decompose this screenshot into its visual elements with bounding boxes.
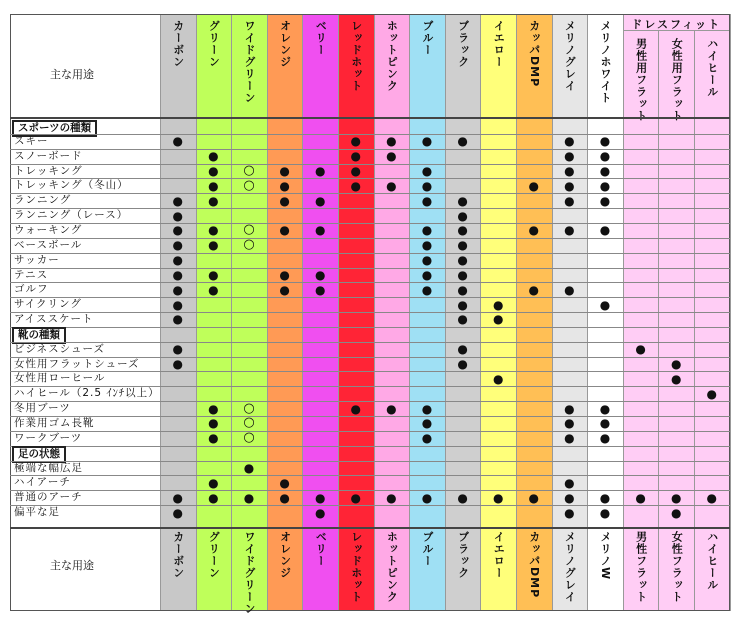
row-label: 普通のアーチ	[14, 491, 83, 504]
filled-circle-mark: ●	[208, 178, 219, 193]
filled-circle-mark: ●	[457, 342, 468, 357]
filled-circle-mark: ●	[421, 193, 433, 208]
filled-circle-mark: ●	[208, 267, 219, 282]
column-footer-orange: オレンジ	[278, 531, 292, 579]
filled-circle-mark: ●	[208, 223, 219, 238]
filled-circle-mark: ●	[208, 401, 219, 416]
filled-circle-mark: ●	[421, 223, 433, 238]
filled-circle-mark: ●	[350, 490, 362, 505]
filled-circle-mark: ●	[350, 134, 362, 149]
filled-circle-mark: ●	[564, 163, 575, 178]
filled-circle-mark: ●	[564, 416, 575, 431]
row-divider	[10, 461, 730, 462]
filled-circle-mark: ●	[208, 431, 219, 446]
column-footer-redhot: レッドホット	[349, 531, 363, 603]
filled-circle-mark: ●	[421, 282, 433, 297]
row-label: ゴルフ	[14, 283, 49, 296]
column-footer-cappadmp: カッパDMP	[527, 531, 541, 599]
row-label: サッカー	[14, 253, 60, 266]
row-divider	[10, 342, 730, 343]
filled-circle-mark: ●	[279, 193, 290, 208]
filled-circle-mark: ●	[314, 505, 326, 520]
row-divider	[10, 238, 730, 239]
row-divider	[10, 297, 730, 298]
filled-circle-mark: ●	[564, 178, 575, 193]
filled-circle-mark: ●	[421, 178, 433, 193]
filled-circle-mark: ●	[421, 253, 433, 268]
row-divider	[10, 401, 730, 402]
filled-circle-mark: ●	[208, 475, 219, 490]
filled-circle-mark: ●	[421, 134, 433, 149]
column-footer-yellow: イエロー	[492, 531, 506, 579]
filled-circle-mark: ●	[457, 134, 468, 149]
column-header-highheel: ハイヒール	[705, 38, 719, 98]
row-label: ハイヒール（2.5 ｲﾝﾁ以上）	[14, 387, 160, 400]
column-footer-widegreen: ワイドグリーン	[243, 531, 256, 615]
filled-circle-mark: ●	[314, 193, 326, 208]
filled-circle-mark: ●	[314, 490, 326, 505]
column-header-mensflat: 男性用フラット	[634, 38, 648, 122]
column-header-blue: ブルー	[421, 20, 434, 56]
filled-circle-mark: ●	[670, 371, 682, 386]
filled-circle-mark: ●	[599, 505, 611, 520]
filled-circle-mark: ●	[457, 297, 468, 312]
column-footer-merinowhite: メリノW	[599, 531, 612, 581]
column-footer-green: グリーン	[207, 531, 221, 579]
filled-circle-mark: ●	[243, 460, 255, 475]
filled-circle-mark: ●	[564, 223, 575, 238]
filled-circle-mark: ●	[172, 505, 184, 520]
filled-circle-mark: ●	[492, 490, 504, 505]
filled-circle-mark: ●	[208, 416, 219, 431]
filled-circle-mark: ●	[172, 238, 184, 253]
open-circle-mark: ○	[243, 222, 255, 238]
row-divider	[10, 431, 730, 432]
row-label: スノーボード	[14, 149, 83, 162]
column-footer-hotpink: ホットピンク	[385, 531, 399, 603]
row-label: 偏平な足	[14, 506, 60, 519]
filled-circle-mark: ●	[350, 149, 362, 164]
filled-circle-mark: ●	[599, 193, 611, 208]
filled-circle-mark: ●	[635, 490, 646, 505]
column-header-cappadmp: カッパDMP	[527, 20, 541, 88]
filled-circle-mark: ●	[528, 282, 540, 297]
filled-circle-mark: ●	[279, 475, 290, 490]
filled-circle-mark: ●	[528, 223, 540, 238]
filled-circle-mark: ●	[243, 490, 255, 505]
filled-circle-mark: ●	[564, 401, 575, 416]
filled-circle-mark: ●	[457, 223, 468, 238]
filled-circle-mark: ●	[421, 163, 433, 178]
row-label: 女性用フラットシューズ	[14, 357, 140, 370]
row-label: テニス	[14, 268, 49, 281]
filled-circle-mark: ●	[386, 490, 397, 505]
filled-circle-mark: ●	[670, 357, 682, 372]
filled-circle-mark: ●	[386, 178, 397, 193]
row-label: 作業用ゴム長靴	[14, 417, 95, 429]
filled-circle-mark: ●	[599, 297, 611, 312]
row-label: ランニング	[14, 194, 72, 207]
filled-circle-mark: ●	[528, 490, 540, 505]
filled-circle-mark: ●	[350, 178, 362, 193]
row-label: 冬用ブーツ	[14, 402, 71, 415]
filled-circle-mark: ●	[421, 490, 433, 505]
filled-circle-mark: ●	[208, 238, 219, 253]
row-divider	[10, 253, 730, 254]
row-divider	[10, 149, 730, 150]
filled-circle-mark: ●	[279, 267, 290, 282]
row-divider	[10, 134, 730, 135]
column-header-womensflat: 女性用フラット	[670, 38, 684, 122]
filled-circle-mark: ●	[172, 297, 184, 312]
row-divider	[10, 371, 730, 372]
filled-circle-mark: ●	[457, 238, 468, 253]
row-label: ベースボール	[14, 238, 83, 251]
filled-circle-mark: ●	[314, 223, 326, 238]
filled-circle-mark: ●	[457, 208, 468, 223]
row-label: 極端な幅広足	[14, 461, 83, 474]
filled-circle-mark: ●	[421, 267, 433, 282]
filled-circle-mark: ●	[457, 253, 468, 268]
filled-circle-mark: ●	[564, 475, 575, 490]
filled-circle-mark: ●	[314, 163, 326, 178]
header-divider	[10, 117, 730, 119]
filled-circle-mark: ●	[599, 163, 611, 178]
open-circle-mark: ○	[243, 415, 255, 431]
filled-circle-mark: ●	[421, 416, 433, 431]
filled-circle-mark: ●	[635, 342, 646, 357]
row-divider	[10, 327, 730, 328]
row-divider	[10, 164, 730, 165]
column-footer-womensflat: 女性フラット	[670, 531, 684, 603]
column-footer-blue: ブルー	[421, 531, 434, 567]
filled-circle-mark: ●	[457, 267, 468, 282]
filled-circle-mark: ●	[208, 163, 219, 178]
filled-circle-mark: ●	[279, 178, 290, 193]
row-label: ランニング（レース）	[14, 209, 129, 222]
row-label: 女性用ローヒール	[14, 372, 106, 385]
row-label: ビジネスシューズ	[14, 342, 105, 355]
filled-circle-mark: ●	[564, 134, 575, 149]
filled-circle-mark: ●	[172, 223, 184, 238]
row-label: サイクリング	[14, 298, 82, 311]
filled-circle-mark: ●	[599, 490, 611, 505]
filled-circle-mark: ●	[279, 282, 290, 297]
column-footer-berry: ベリー	[314, 531, 328, 567]
row-divider	[10, 490, 730, 491]
filled-circle-mark: ●	[386, 134, 397, 149]
filled-circle-mark: ●	[386, 401, 397, 416]
column-header-carbon: カーボン	[171, 20, 185, 68]
dress-fit-group-label: ドレスフィット	[631, 18, 722, 31]
column-header-berry: ベリー	[314, 20, 328, 56]
column-footer-mensflat: 男性フラット	[634, 531, 648, 603]
row-divider	[10, 505, 730, 506]
row-label: ワークブーツ	[14, 431, 83, 444]
filled-circle-mark: ●	[564, 149, 575, 164]
filled-circle-mark: ●	[279, 223, 290, 238]
filled-circle-mark: ●	[172, 253, 184, 268]
filled-circle-mark: ●	[492, 297, 504, 312]
filled-circle-mark: ●	[279, 490, 290, 505]
filled-circle-mark: ●	[457, 490, 468, 505]
column-header-merinogray: メリノグレイ	[563, 20, 577, 92]
filled-circle-mark: ●	[599, 178, 611, 193]
filled-circle-mark: ●	[599, 416, 611, 431]
column-footer-carbon: カーボン	[171, 531, 185, 579]
filled-circle-mark: ●	[457, 357, 468, 372]
main-usage-footer: 主な用途	[50, 559, 94, 572]
column-header-black: ブラック	[456, 20, 470, 68]
filled-circle-mark: ●	[421, 238, 433, 253]
row-label: アイススケート	[14, 313, 94, 326]
filled-circle-mark: ●	[457, 282, 468, 297]
column-header-widegreen: ワイドグリーン	[243, 20, 256, 104]
section-header: 靴の種類	[12, 327, 66, 344]
filled-circle-mark: ●	[208, 490, 219, 505]
filled-circle-mark: ●	[421, 401, 433, 416]
row-divider	[10, 268, 730, 269]
filled-circle-mark: ●	[350, 163, 362, 178]
filled-circle-mark: ●	[457, 193, 468, 208]
filled-circle-mark: ●	[350, 401, 362, 416]
filled-circle-mark: ●	[208, 282, 219, 297]
row-divider	[10, 193, 730, 194]
section-header: 足の状態	[12, 446, 66, 463]
column-header-merinowhite: メリノホワイト	[599, 20, 612, 104]
open-circle-mark: ○	[243, 237, 255, 253]
column-header-green: グリーン	[207, 20, 221, 68]
filled-circle-mark: ●	[564, 193, 575, 208]
filled-circle-mark: ●	[457, 312, 468, 327]
row-label: トレッキング	[14, 164, 83, 177]
row-divider	[10, 223, 730, 224]
row-label: ウォーキング	[14, 223, 83, 236]
open-circle-mark: ○	[243, 430, 255, 446]
filled-circle-mark: ●	[172, 208, 184, 223]
filled-circle-mark: ●	[208, 149, 219, 164]
filled-circle-mark: ●	[706, 386, 718, 401]
filled-circle-mark: ●	[172, 312, 184, 327]
column-footer-merinogray: メリノグレイ	[563, 531, 577, 603]
filled-circle-mark: ●	[670, 490, 682, 505]
row-label: ハイアーチ	[14, 476, 71, 489]
filled-circle-mark: ●	[172, 267, 184, 282]
filled-circle-mark: ●	[314, 282, 326, 297]
open-circle-mark: ○	[243, 400, 255, 416]
row-divider	[10, 282, 730, 283]
row-divider	[10, 416, 730, 417]
column-header-orange: オレンジ	[278, 20, 292, 68]
filled-circle-mark: ●	[314, 267, 326, 282]
filled-circle-mark: ●	[172, 282, 184, 297]
filled-circle-mark: ●	[599, 149, 611, 164]
filled-circle-mark: ●	[208, 193, 219, 208]
row-label: トレッキング（冬山）	[14, 179, 129, 192]
column-footer-highheel: ハイヒール	[705, 531, 719, 591]
filled-circle-mark: ●	[599, 401, 611, 416]
column-footer-black: ブラック	[456, 531, 470, 579]
filled-circle-mark: ●	[492, 371, 504, 386]
filled-circle-mark: ●	[706, 490, 718, 505]
filled-circle-mark: ●	[172, 134, 184, 149]
main-usage-header: 主な用途	[50, 68, 94, 81]
filled-circle-mark: ●	[172, 342, 184, 357]
row-divider	[10, 312, 730, 313]
row-divider	[10, 475, 730, 476]
open-circle-mark: ○	[243, 177, 255, 193]
row-label: スキー	[14, 134, 49, 147]
filled-circle-mark: ●	[172, 490, 184, 505]
filled-circle-mark: ●	[564, 490, 575, 505]
row-divider	[10, 446, 730, 447]
column-header-redhot: レッドホット	[349, 20, 363, 92]
filled-circle-mark: ●	[599, 223, 611, 238]
filled-circle-mark: ●	[528, 178, 540, 193]
filled-circle-mark: ●	[279, 163, 290, 178]
filled-circle-mark: ●	[172, 193, 184, 208]
filled-circle-mark: ●	[172, 357, 184, 372]
filled-circle-mark: ●	[492, 312, 504, 327]
filled-circle-mark: ●	[564, 282, 575, 297]
filled-circle-mark: ●	[564, 431, 575, 446]
filled-circle-mark: ●	[421, 431, 433, 446]
column-header-yellow: イエロー	[492, 20, 506, 68]
section-header: スポーツの種類	[12, 120, 97, 137]
footer-divider	[10, 527, 730, 529]
filled-circle-mark: ●	[599, 431, 611, 446]
filled-circle-mark: ●	[670, 505, 682, 520]
open-circle-mark: ○	[243, 162, 255, 178]
filled-circle-mark: ●	[564, 505, 575, 520]
column-header-hotpink: ホットピンク	[385, 20, 399, 92]
filled-circle-mark: ●	[599, 134, 611, 149]
filled-circle-mark: ●	[386, 149, 397, 164]
